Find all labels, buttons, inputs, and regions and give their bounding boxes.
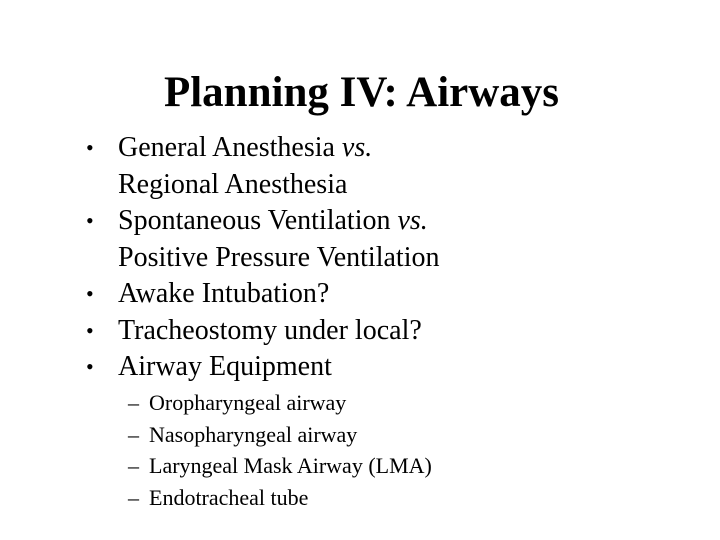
- dash-icon: –: [128, 453, 139, 478]
- bullet-text-line-2: Positive Pressure Ventilation: [118, 241, 440, 273]
- bullet-italic-text: vs.: [397, 205, 428, 236]
- bullet-text: General Anesthesia: [118, 132, 342, 163]
- bullet-item: [86, 313, 686, 350]
- sub-bullet-item: [128, 419, 628, 451]
- sub-bullet-item: [128, 482, 628, 514]
- bullet-icon: •: [86, 135, 94, 160]
- bullet-italic-text: vs.: [341, 132, 373, 163]
- sub-bullet-text: Oropharyngeal airway: [149, 390, 347, 415]
- bullet-item: [86, 130, 686, 203]
- bullet-text-line-1: Airway Equipment: [118, 351, 332, 382]
- bullet-icon: •: [86, 208, 94, 233]
- bullet-icon: •: [86, 281, 94, 306]
- bullet-item: [86, 203, 686, 276]
- sub-bullet-text: Laryngeal Mask Airway (LMA): [149, 453, 432, 478]
- bullet-list: [86, 130, 686, 386]
- dash-icon: –: [128, 390, 139, 415]
- bullet-text-line-1: Awake Intubation?: [118, 278, 330, 309]
- bullet-icon: •: [86, 354, 94, 379]
- sub-bullet-item: [128, 450, 628, 482]
- dash-icon: –: [128, 484, 139, 510]
- bullet-item: [86, 349, 686, 386]
- sub-bullet-item: [128, 387, 628, 419]
- bullet-icon: •: [86, 317, 94, 343]
- bullet-text-line-1: [118, 130, 686, 167]
- bullet-text: Spontaneous Ventilation: [118, 205, 398, 236]
- sub-bullet-text: Endotracheal tube: [149, 484, 309, 510]
- sub-bullet-list: [128, 387, 628, 513]
- bullet-text-line-2: Regional Anesthesia: [118, 168, 348, 200]
- sub-bullet-text: Nasopharyngeal airway: [149, 421, 358, 447]
- dash-icon: –: [128, 421, 139, 447]
- bullet-item: [86, 276, 686, 313]
- bullet-text-line-1: [118, 203, 686, 240]
- slide-title: Planning IV: Airways: [163, 69, 560, 116]
- bullet-text-line-1: Tracheostomy under local?: [118, 314, 422, 346]
